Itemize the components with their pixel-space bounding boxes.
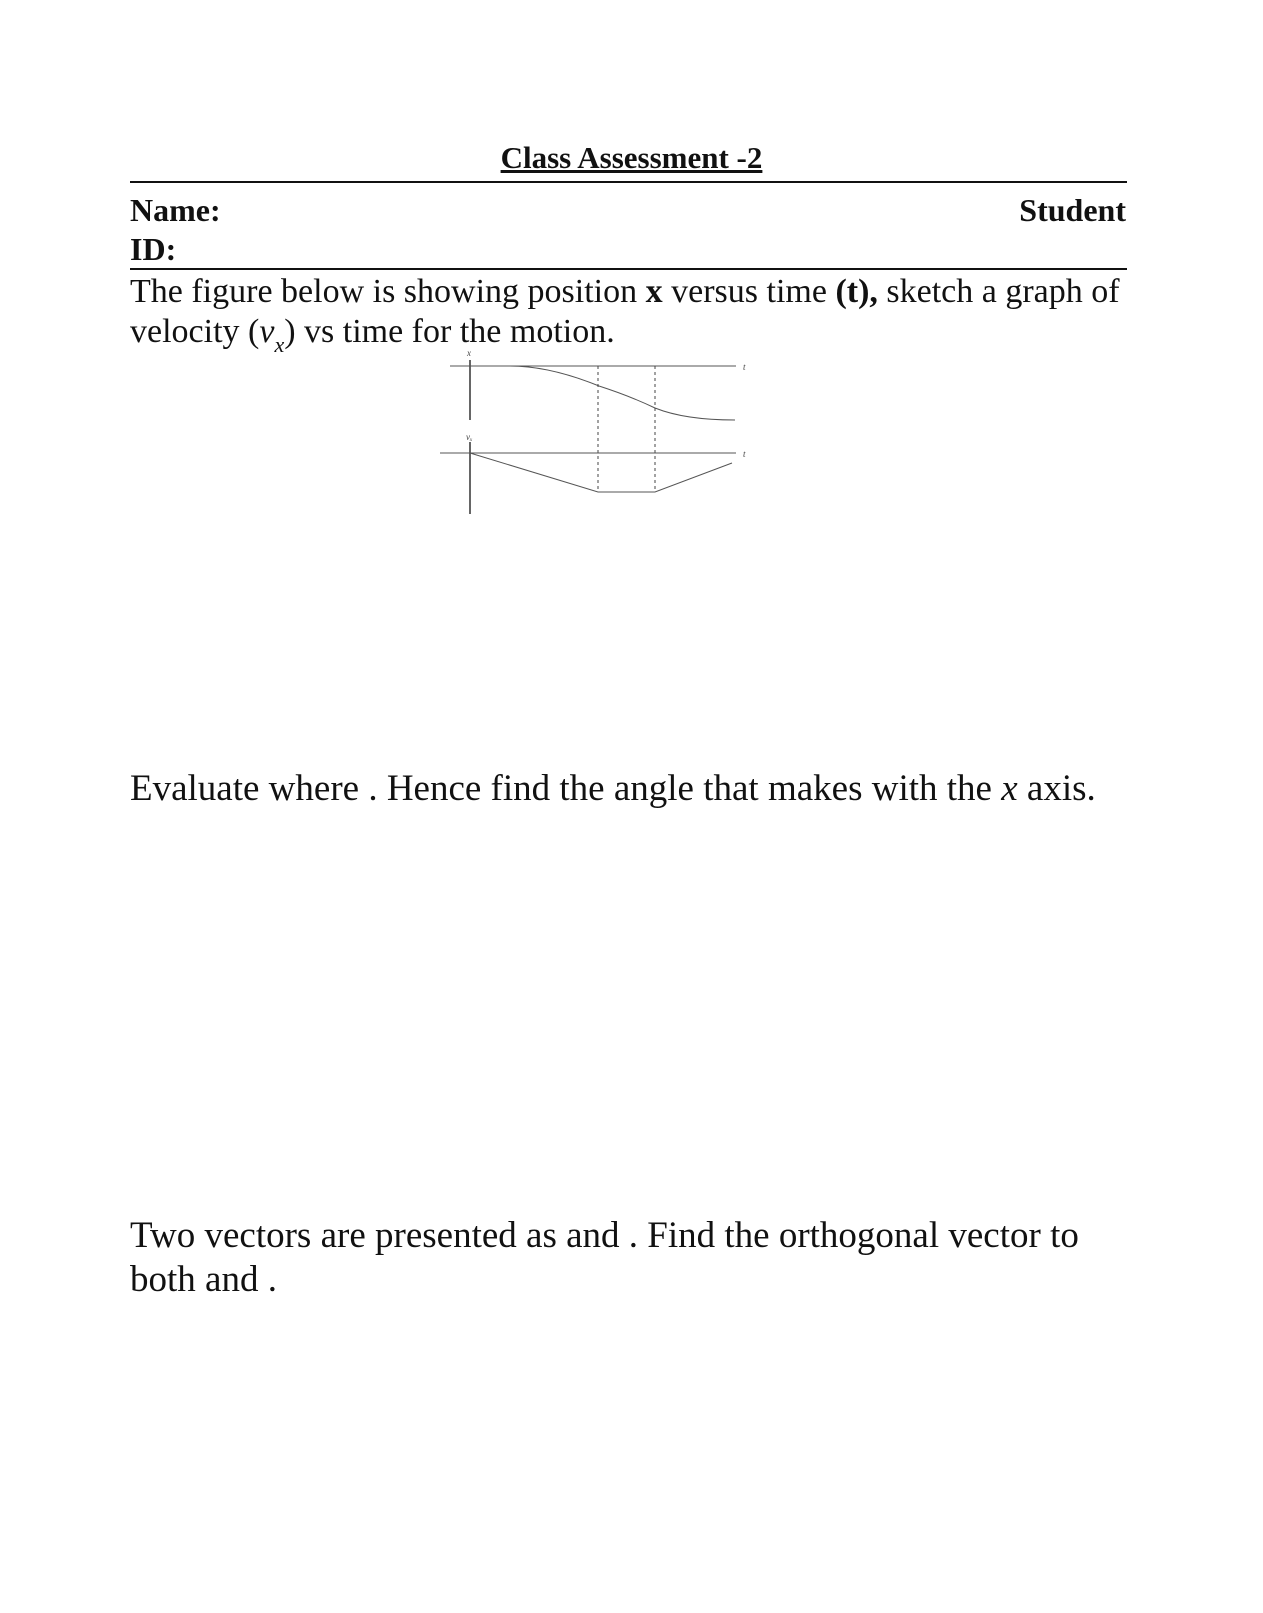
- header-bottom-rule: [130, 268, 1127, 270]
- question-2-text-b: axis.: [1017, 768, 1096, 809]
- top-graph-x-label: x: [467, 348, 471, 358]
- position-curve: [470, 366, 735, 420]
- question-1-sub-x: x: [274, 332, 285, 357]
- question-1-text-b: versus time: [662, 273, 836, 310]
- question-1-var-v: v: [259, 313, 275, 350]
- bottom-graph-v-label: vₓ: [466, 432, 473, 442]
- question-1-var-x: x: [645, 273, 663, 310]
- id-label: ID:: [130, 231, 177, 267]
- top-graph-t-label: t: [743, 362, 746, 372]
- name-label: Name:: [130, 192, 221, 228]
- question-1-var-t: (t),: [835, 273, 878, 310]
- motion-graph-figure: [440, 348, 780, 538]
- question-2-text-a: Evaluate where . Hence find the angle that makes with the: [130, 768, 1002, 809]
- question-3: Two vectors are presented as and . Find the orthogonal vector to both and .: [130, 1215, 1079, 1300]
- header-top-rule: [130, 181, 1127, 183]
- student-label: Student: [1019, 192, 1126, 228]
- page-title: Class Assessment -2: [500, 140, 763, 175]
- question-1-text-c: sketch a graph of velocity (: [130, 273, 1120, 350]
- question-1-text-d: ) vs time for the motion.: [284, 313, 615, 350]
- question-2-var-x: x: [1001, 768, 1018, 809]
- bottom-graph-t-label: t: [743, 449, 746, 459]
- question-1-text-a: The figure below is showing position: [130, 273, 646, 310]
- velocity-curve: [470, 453, 732, 492]
- question-2: [130, 767, 1130, 811]
- question-1: [130, 272, 1130, 355]
